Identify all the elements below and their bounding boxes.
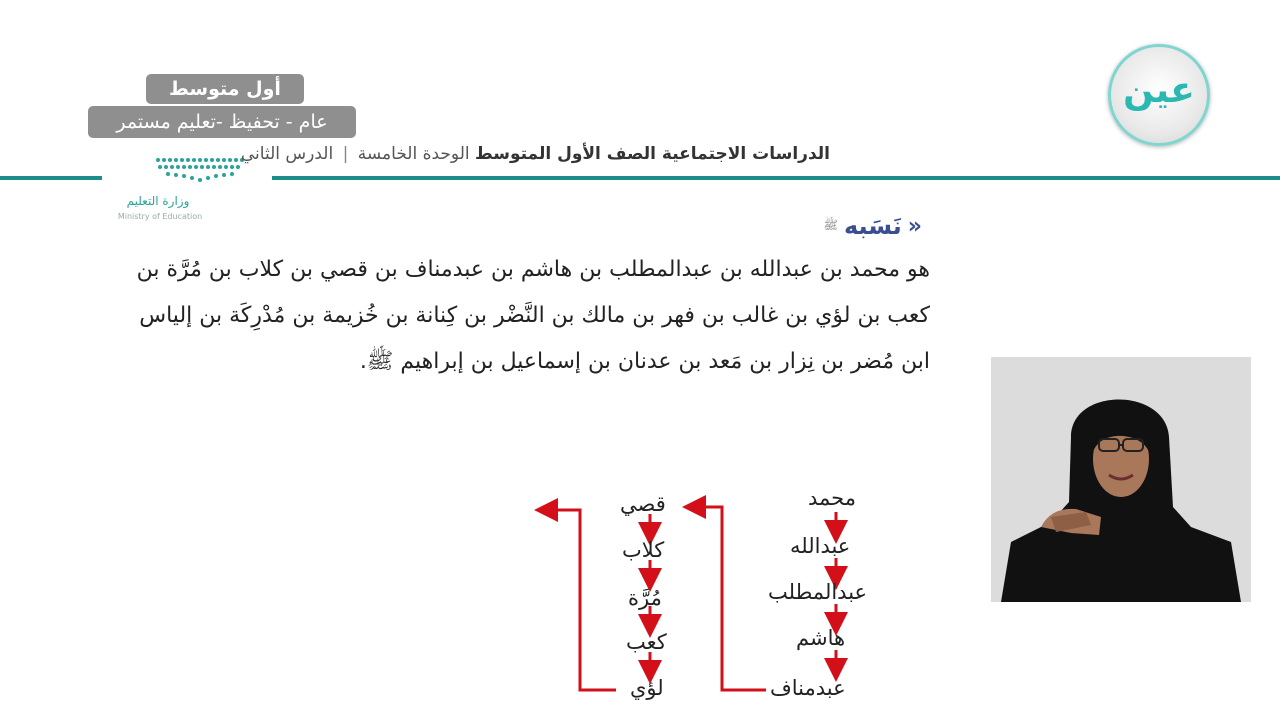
tree-node: مُرَّة	[628, 586, 662, 610]
ministry-name: وزارة التعليم	[126, 194, 190, 208]
channel-logo	[1108, 44, 1210, 146]
tree-node: هاشم	[796, 626, 846, 650]
tree-node: قصي	[620, 492, 666, 516]
double-chevron-icon: «	[907, 213, 922, 239]
tree-node: عبدمناف	[770, 676, 846, 700]
grade-badge: أول متوسط	[146, 74, 304, 104]
header-separator: |	[342, 144, 349, 164]
course-unit: الوحدة الخامسة	[357, 144, 470, 164]
track-badge: عام - تحفيظ -تعليم مستمر	[88, 106, 356, 138]
ministry-name-english: Ministry of Education	[117, 212, 203, 221]
lineage-text	[20, 250, 930, 388]
tree-node: محمد	[808, 486, 856, 510]
lineage-line: هو محمد بن عبدالله بن عبدالمطلب بن هاشم بن عبدمناف بن قصي بن كلاب بن مُرَّة بن	[136, 257, 930, 282]
interpreter-figure	[991, 357, 1251, 602]
channel-logo-text: عين	[1123, 70, 1195, 111]
course-subject: الدراسات الاجتماعية الصف الأول المتوسط	[475, 144, 830, 164]
course-lesson: الدرس الثاني	[240, 144, 334, 164]
tree-node: لؤي	[630, 676, 664, 700]
connector-arrow-icon	[546, 510, 616, 690]
connector-arrow-icon	[694, 507, 766, 690]
tree-node: كعب	[626, 630, 667, 654]
header-divider-right	[272, 176, 1280, 180]
lineage-line: كعب بن لؤي بن غالب بن فهر بن مالك بن النَّضْر بن كِنانة بن خُزيمة بن مُدْرِكَة بن إلياس	[139, 303, 930, 328]
tree-node: كلاب	[622, 538, 665, 562]
header-divider-left	[0, 176, 102, 180]
section-title: نَسَبه	[843, 212, 902, 240]
course-header	[240, 144, 830, 164]
tree-node: عبدالمطلب	[768, 580, 868, 604]
lineage-tree	[530, 480, 910, 720]
honorific-symbol: ﷺ	[823, 217, 838, 232]
sign-language-interpreter-video	[991, 357, 1251, 602]
section-heading	[780, 206, 922, 246]
lineage-line: ابن مُضر بن نِزار بن مَعد بن عدنان بن إسماعيل بن إبراهيم ﷺ.	[359, 349, 930, 374]
tree-node: عبدالله	[790, 534, 851, 558]
